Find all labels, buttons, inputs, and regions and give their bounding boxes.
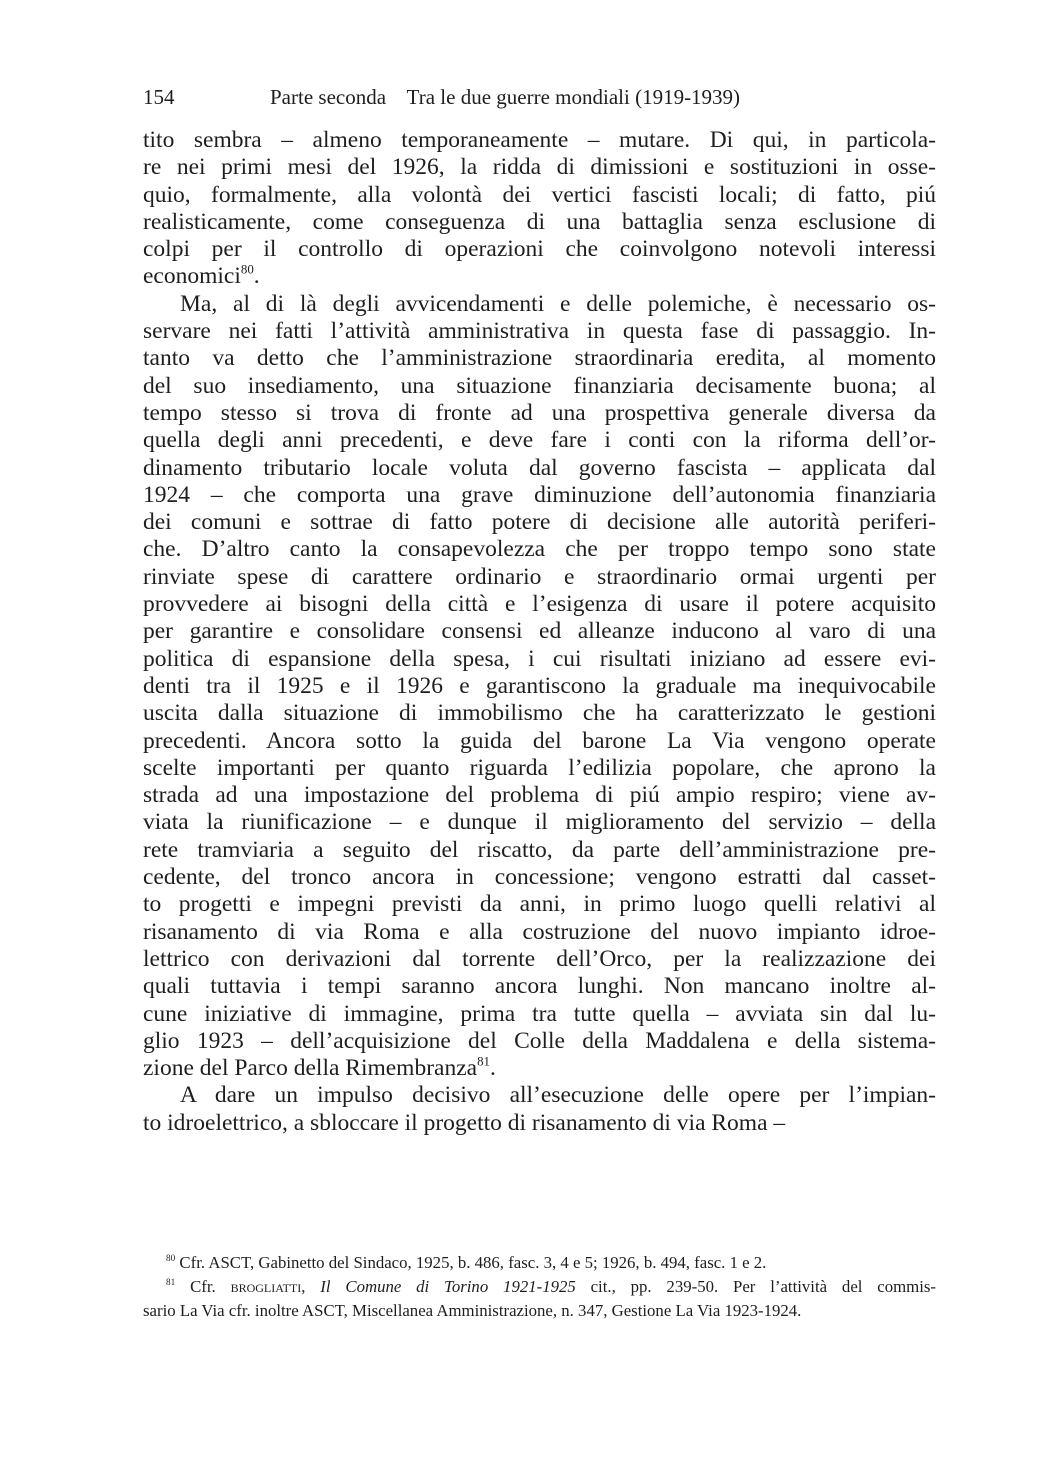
text-line: uscita dalla situazione di immobilismo che ha caratterizzato le gestioni [143, 700, 936, 727]
text-line: denti tra il 1925 e il 1926 e garantiscono la graduale ma inequivocabile [143, 672, 936, 699]
text-line: zione del Parco della Rimembranza [143, 1055, 478, 1082]
text-line: rinviate spese di carattere ordinario e straordinario ormai urgenti per [143, 563, 936, 590]
footnote-text: Cfr. ASCT, Gabinetto del Sindaco, 1925, b. 486, fasc. 3, 4 e 5; 1926, b. 494, fasc. 1 e 2. [175, 1253, 767, 1272]
footnote-text: Cfr. [175, 1277, 231, 1296]
text-line: strada ad una impostazione del problema di piú ampio respiro; viene av- [143, 782, 936, 809]
page-number: 154 [143, 85, 175, 109]
text-line: lettrico con derivazioni dal torrente dell’Orco, per la realizzazione dei [143, 945, 936, 972]
footnote-81-continuation: sario La Via cfr. inoltre ASCT, Miscellanea Amministrazione, n. 347, Gestione La Via 1923-1924. [143, 1301, 802, 1320]
footnote-81 [143, 1275, 936, 1299]
running-title: Parte seconda Tra le due guerre mondiali (1919-1939) [270, 85, 741, 109]
paragraph-first-line: Ma, al di là degli avvicendamenti e delle polemiche, è necessario os- [180, 290, 936, 317]
text-line-with-note [143, 263, 936, 290]
footnote-ref-81[interactable]: 81 [477, 1053, 490, 1069]
text-line: che. D’altro canto la consapevolezza che per troppo tempo sono state [143, 536, 936, 563]
text-line: per garantire e consolidare consensi ed alleanze inducono al varo di una [143, 618, 936, 645]
text-line: precedenti. Ancora sotto la guida del barone La Via vengono operate [143, 727, 936, 754]
text-line: cedente, del tronco ancora in concessione; vengono estratti dal casset- [143, 864, 936, 891]
footnote-marker-80: 80 [166, 1253, 176, 1264]
text-line: tempo stesso si trova di fronte ad una prospettiva generale diversa da [143, 399, 936, 426]
text-line: provvedere ai bisogni della città e l’esigenza di usare il potere acquisito [143, 591, 936, 618]
text-line: tanto va detto che l’amministrazione straordinaria eredita, al momento [143, 345, 936, 372]
text-line: to progetti e impegni previsti da anni, in primo luogo quelli relativi al [143, 891, 936, 918]
text-line: re nei primi mesi del 1926, la ridda di dimissioni e sostituzioni in osse- [143, 154, 936, 181]
text-line: viata la riunificazione – e dunque il miglioramento del servizio – della [143, 809, 936, 836]
footnote-80 [143, 1251, 936, 1275]
text-line: realisticamente, come conseguenza di una battaglia senza esclusione di [143, 208, 936, 235]
footnote-text: , [301, 1277, 321, 1296]
text-line: dinamento tributario locale voluta dal governo fascista – applicata dal [143, 454, 936, 481]
text-line: quio, formalmente, alla volontà dei vertici fascisti locali; di fatto, piú [143, 181, 936, 208]
text-line: tito sembra – almeno temporaneamente – mutare. Di qui, in particola- [143, 127, 936, 153]
text-line: cune iniziative di immagine, prima tra tutte quella – avviata sin dal lu- [143, 1000, 936, 1027]
text-line: quella degli anni precedenti, e deve fare i conti con la riforma dell’or- [143, 427, 936, 454]
footnote-work-title: Il Comune di Torino 1921-1925 [320, 1277, 576, 1296]
period: . [490, 1055, 496, 1082]
paragraph-first-line: A dare un impulso decisivo all’esecuzione delle opere per l’impian- [180, 1082, 936, 1109]
text-line: rete tramviaria a seguito del riscatto, da parte dell’amministrazione pre- [143, 836, 936, 863]
footnote-text: cit., pp. 239-50. Per l’attività del commis- [575, 1277, 936, 1296]
body-text [143, 127, 936, 1137]
text-line: politica di espansione della spesa, i cui risultati iniziano ad essere evi- [143, 645, 936, 672]
footnote-ref-80[interactable]: 80 [240, 261, 254, 277]
footnotes [143, 1251, 936, 1323]
text-line: colpi per il controllo di operazioni che coinvolgono notevoli interessi [143, 236, 936, 263]
footnote-marker-81: 81 [166, 1277, 176, 1288]
text-line: dei comuni e sottrae di fatto potere di decisione alle autorità periferi- [143, 509, 936, 536]
text-line: to idroelettrico, a sbloccare il progetto di risanamento di via Roma – [143, 1109, 786, 1136]
text-line: risanamento di via Roma e alla costruzione del nuovo impianto idroe- [143, 918, 936, 945]
footnote-author: brogliatti [230, 1277, 302, 1296]
text-line: 1924 – che comporta una grave diminuzione dell’autonomia finanziaria [143, 481, 936, 508]
text-line: scelte importanti per quanto riguarda l’edilizia popolare, che aprono la [143, 754, 936, 781]
period: . [253, 263, 260, 290]
text-line: quali tuttavia i tempi saranno ancora lunghi. Non mancano inoltre al- [143, 973, 936, 1000]
text-line: economici [143, 263, 241, 290]
text-line-with-note [143, 1055, 936, 1082]
text-line: servare nei fatti l’attività amministrativa in questa fase di passaggio. In- [143, 318, 936, 345]
text-line: glio 1923 – dell’acquisizione del Colle della Maddalena e della sistema- [143, 1027, 936, 1054]
text-line: del suo insediamento, una situazione finanziaria decisamente buona; al [143, 372, 936, 399]
